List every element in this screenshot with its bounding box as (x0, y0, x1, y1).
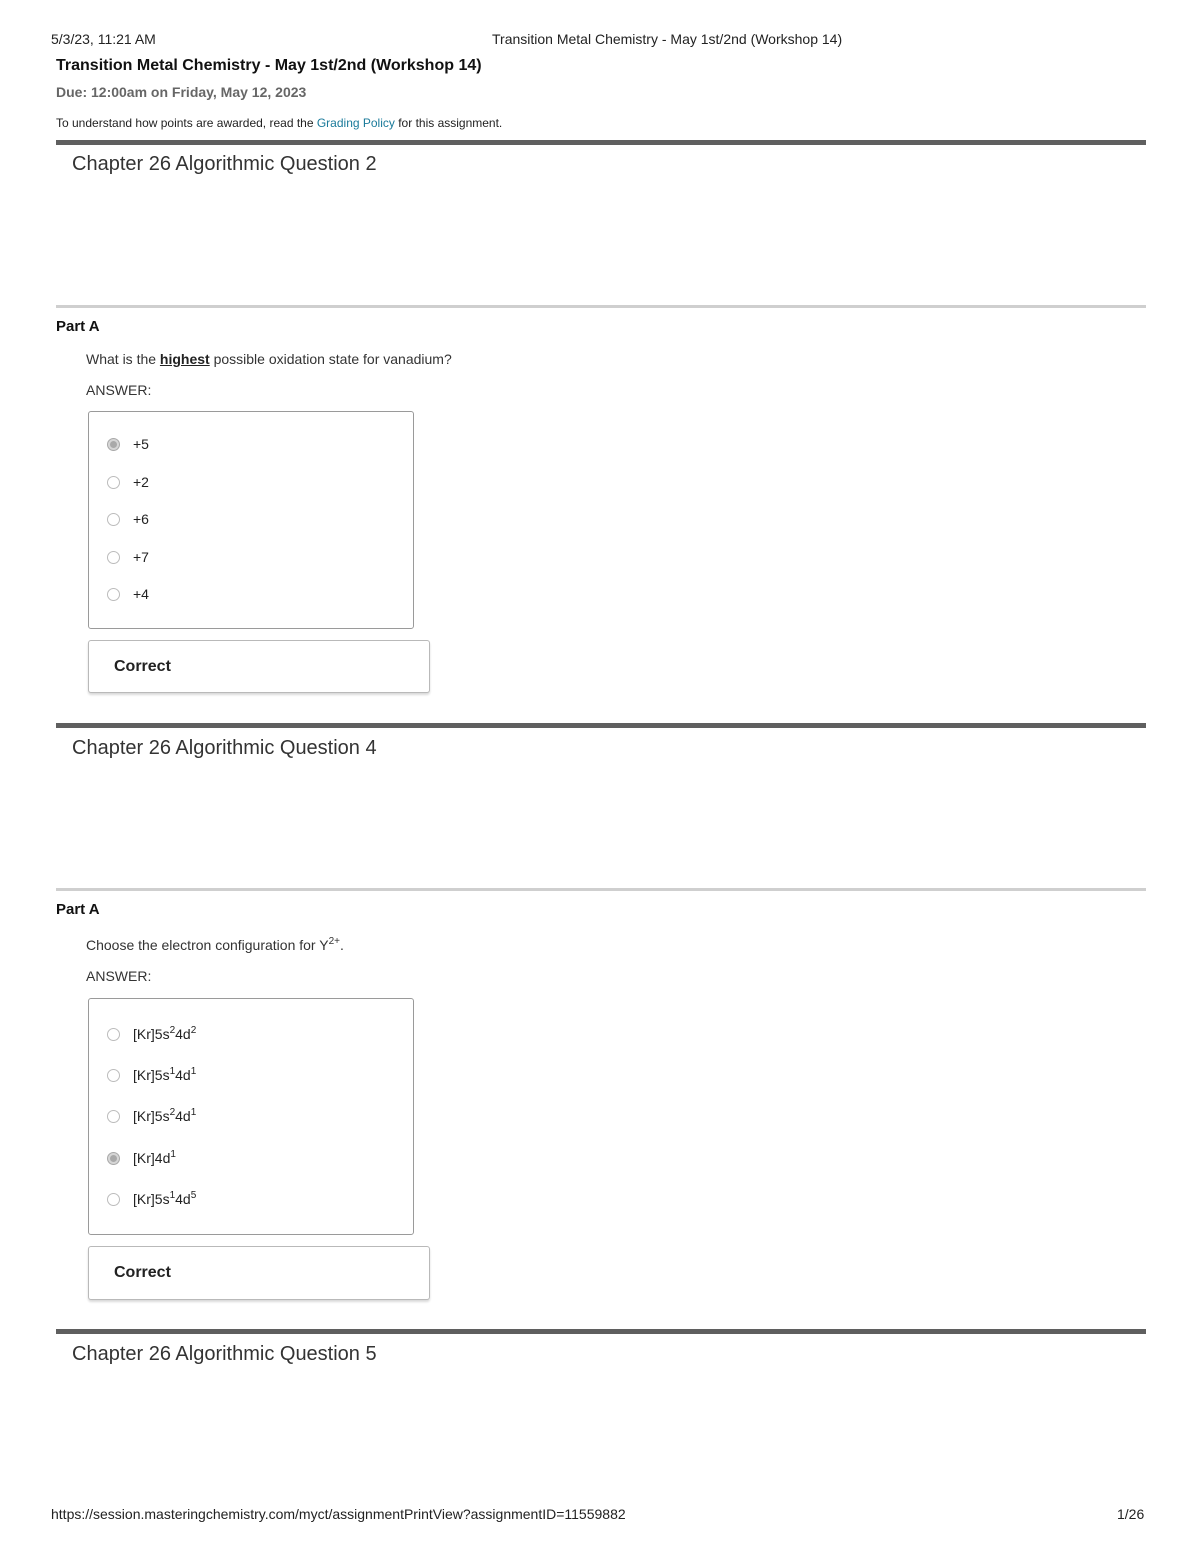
choice-option[interactable] (107, 509, 149, 529)
answer-choices (88, 998, 414, 1235)
prompt-text: What is the (86, 351, 160, 367)
radio-button[interactable] (107, 551, 120, 564)
grading-policy-note (56, 116, 502, 130)
radio-button[interactable] (107, 588, 120, 601)
radio-button[interactable] (107, 1069, 120, 1082)
radio-button[interactable] (107, 513, 120, 526)
assignment-title: Transition Metal Chemistry - May 1st/2nd (Workshop 14) (56, 57, 482, 74)
part-label: Part A (56, 318, 100, 335)
question-title: Chapter 26 Algorithmic Question 4 (72, 737, 377, 759)
prompt-text: Choose the electron configuration for Y (86, 937, 329, 953)
choice-option[interactable] (107, 434, 149, 454)
print-datetime: 5/3/23, 11:21 AM (51, 31, 156, 47)
radio-button[interactable] (107, 476, 120, 489)
part-divider (56, 888, 1146, 891)
choice-option[interactable] (107, 1024, 196, 1044)
answer-label: ANSWER: (86, 968, 152, 984)
choice-option[interactable] (107, 1148, 176, 1168)
radio-button[interactable] (107, 1110, 120, 1123)
choice-label: +6 (133, 511, 149, 527)
print-url: https://session.masteringchemistry.com/myct/assignmentPrintView?assignmentID=11559882 (51, 1506, 626, 1522)
question-title: Chapter 26 Algorithmic Question 5 (72, 1343, 377, 1365)
question-divider (56, 140, 1146, 145)
choice-label: +5 (133, 436, 149, 452)
choice-label: +2 (133, 474, 149, 490)
question-title: Chapter 26 Algorithmic Question 2 (72, 153, 377, 175)
question-prompt (86, 351, 452, 367)
feedback-correct: Correct (88, 640, 430, 693)
prompt-emphasis: highest (159, 351, 210, 367)
choice-option[interactable] (107, 1189, 196, 1209)
radio-button[interactable] (107, 1028, 120, 1041)
feedback-correct: Correct (88, 1246, 430, 1300)
part-divider (56, 305, 1146, 308)
policy-prefix: To understand how points are awarded, read the (56, 116, 317, 130)
choice-label: $[Kr]5s^24d^1$ (133, 1107, 197, 1124)
choice-label: $[Kr]4d^1$ (133, 1149, 176, 1166)
choice-option[interactable] (107, 584, 149, 604)
question-prompt (86, 937, 344, 953)
choice-label: $[Kr]5s^14d^5$ (133, 1190, 197, 1207)
choice-label: $[Kr]5s^14d^1$ (133, 1066, 197, 1083)
print-doc-title: Transition Metal Chemistry - May 1st/2nd (Workshop 14) (492, 31, 843, 47)
question-divider (56, 723, 1146, 728)
choice-label: +7 (133, 549, 149, 565)
choice-option[interactable] (107, 1065, 196, 1085)
choice-option[interactable] (107, 1106, 196, 1126)
choice-label: +4 (133, 586, 149, 602)
choice-option[interactable] (107, 472, 149, 492)
prompt-superscript: 2+ (328, 936, 340, 947)
part-label: Part A (56, 901, 100, 918)
choice-label: $[Kr]5s^24d^2$ (133, 1025, 197, 1042)
grading-policy-link[interactable]: Grading Policy (316, 116, 395, 130)
radio-button[interactable] (107, 438, 120, 451)
question-divider (56, 1329, 1146, 1334)
prompt-text-end: . (339, 937, 344, 953)
due-date: Due: 12:00am on Friday, May 12, 2023 (56, 84, 307, 100)
prompt-text-end: possible oxidation state for vanadium? (209, 351, 452, 367)
answer-label: ANSWER: (86, 382, 152, 398)
page-number: 1/26 (1117, 1506, 1145, 1522)
radio-button[interactable] (107, 1193, 120, 1206)
choice-option[interactable] (107, 547, 149, 567)
answer-choices (88, 411, 414, 629)
policy-suffix: for this assignment. (394, 116, 503, 130)
radio-button[interactable] (107, 1152, 120, 1165)
